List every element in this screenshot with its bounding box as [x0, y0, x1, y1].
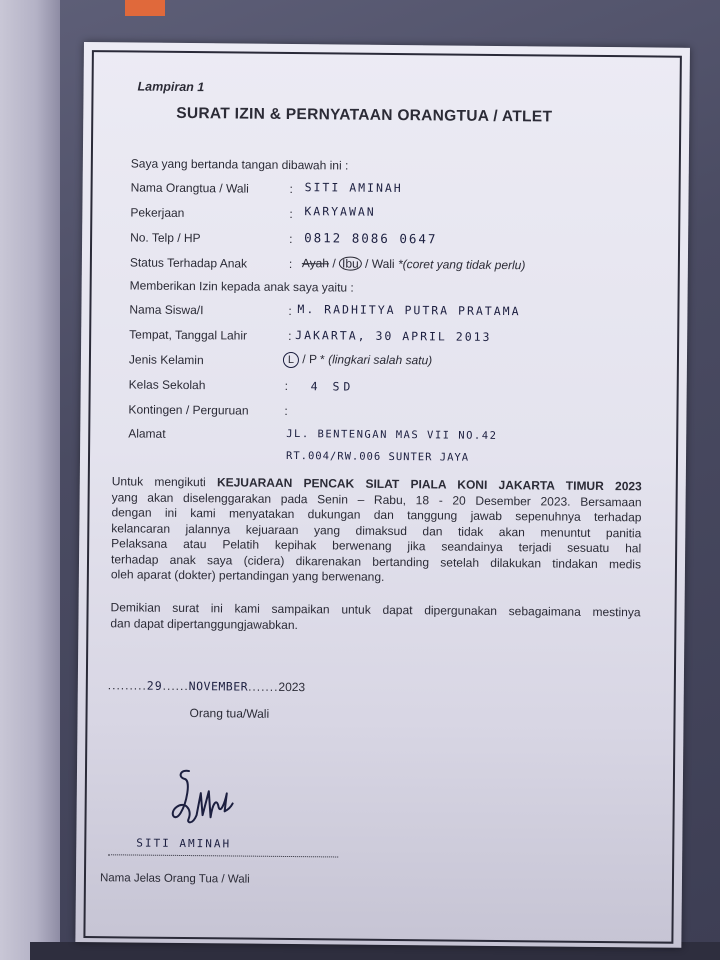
colon: :: [288, 328, 292, 344]
paragraph-line: kelancaran jalannya kejuaraan yang dimaksud dan tidak akan menuntut panitia: [111, 520, 642, 540]
colon: :: [289, 181, 294, 197]
contingent-label: Kontingen / Perguruan: [128, 402, 249, 418]
event-name: KEJUARAAN PENCAK SILAT PIALA KONI JAKARTA TIMUR 2023: [216, 475, 642, 494]
signatory-role: Orang tua/Wali: [189, 706, 270, 721]
paragraph-line: dengan ini kami menyatakan dukungan dan tanggung jawab sepenuhnya terhadap: [111, 505, 642, 525]
annex-label: Lampiran 1: [137, 79, 205, 95]
paragraph-line: Demikian surat ini kami sampaikan untuk dapat dipergunakan sebagaimana mestinya: [110, 600, 641, 620]
status-label: Status Terhadap Anak: [129, 255, 248, 271]
birth-value: JAKARTA, 30 APRIL 2013: [295, 328, 492, 344]
option-wali: / Wali: [365, 256, 395, 271]
background-orange-tab: [125, 0, 165, 16]
background-left-edge: [0, 0, 60, 960]
handwritten-signature: [166, 763, 247, 834]
colon: :: [284, 403, 288, 418]
body-paragraph: [111, 474, 642, 588]
signatory-name: SITI AMINAH: [136, 836, 232, 851]
date-day: 29: [146, 678, 163, 693]
date-month: NOVEMBER: [188, 679, 249, 694]
paragraph-line: yang akan diselenggarakan pada Senin – Rabu, 18 - 20 Desember 2023. Bersamaan: [111, 489, 642, 509]
letter-sheet: [75, 42, 690, 948]
option-p: / P *: [302, 352, 325, 367]
option-ibu-circled: Ibu: [339, 256, 362, 270]
student-name-label: Nama Siswa/I: [129, 302, 204, 318]
occupation-value: KARYAWAN: [304, 204, 376, 219]
occupation-label: Pekerjaan: [130, 205, 185, 220]
student-name-value: M. RADHITYA PUTRA PRATAMA: [297, 302, 521, 319]
address-line-1: JL. BENTENGAN MAS VII NO.42: [286, 427, 498, 442]
date-year: 2023: [278, 679, 306, 695]
dots: .......: [248, 679, 279, 694]
colon: :: [289, 231, 293, 247]
colon: :: [289, 206, 293, 222]
class-value: 4 SD: [310, 379, 355, 394]
paragraph-line: terhadap anak saya (cidera) dikarenakan bertanding setelah dilakukan tindakan medis: [110, 551, 642, 571]
birth-label: Tempat, Tanggal Lahir: [129, 327, 248, 343]
address-label: Alamat: [128, 426, 166, 441]
status-note: *(coret yang tidak perlu): [397, 257, 526, 273]
class-label: Kelas Sekolah: [128, 377, 206, 393]
permission-intro: Memberikan Izin kepada anak saya yaitu :: [129, 278, 354, 295]
paragraph-lead: Untuk mengikuti: [111, 474, 206, 490]
paragraph-line: Pelaksana atau Pelatih kepihak berwenang jika seandainya terjadi sesuatu hal: [111, 536, 642, 556]
intro-text: Saya yang bertanda tangan dibawah ini :: [130, 156, 349, 173]
dots: .........: [107, 678, 147, 693]
gender-options: [283, 352, 432, 369]
option-l-circled: L: [283, 352, 299, 368]
paragraph-line: dan dapat dipertanggungjawabkan.: [110, 615, 298, 632]
dots: ......: [162, 678, 189, 694]
parent-name-value: SITI AMINAH: [304, 180, 403, 196]
document-title: SURAT IZIN & PERNYATAAN ORANGTUA / ATLET: [176, 104, 553, 126]
phone-value: 0812 8086 0647: [304, 230, 438, 247]
colon: :: [288, 256, 293, 272]
colon: :: [284, 378, 289, 393]
phone-label: No. Telp / HP: [130, 230, 201, 246]
option-ayah: Ayah: [301, 256, 330, 271]
paragraph-line: oleh aparat (dokter) pertandingan yang berwenang.: [110, 567, 385, 584]
date-line: [108, 678, 305, 694]
gender-label: Jenis Kelamin: [128, 352, 204, 368]
parent-name-label: Nama Orangtua / Wali: [130, 180, 249, 196]
slash: /: [332, 256, 336, 271]
closing-paragraph: [110, 600, 640, 636]
colon: :: [288, 303, 292, 319]
address-line-2: RT.004/RW.006 SUNTER JAYA: [285, 449, 470, 464]
signatory-caption: Nama Jelas Orang Tua / Wali: [99, 872, 250, 886]
status-options: [302, 256, 526, 272]
gender-note: (lingkari salah satu): [328, 352, 433, 368]
